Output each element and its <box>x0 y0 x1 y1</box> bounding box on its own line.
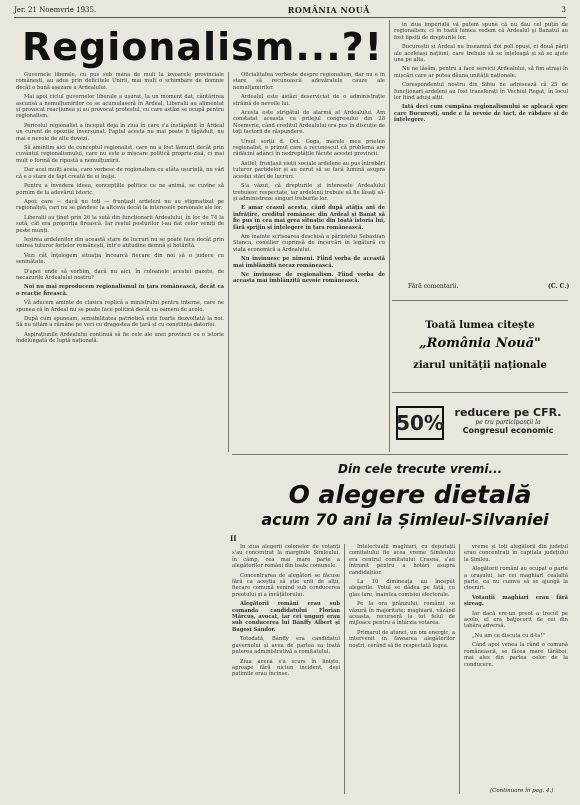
paragraph: Nu ne lăsăm, pentru a face servicii Ardealului, să fim atrași în mișcări care ar putea dăuna unității naționale. <box>394 66 568 79</box>
paragraph: Vă aducem aminte de clasica replică a ministrului pentru interne, care ne spunea că în Ardeal nu se poate face politică decât cu oameni de acolo. <box>16 300 224 313</box>
article-subtitle: acum 70 ani la Șimleul-Silvaniei <box>261 510 549 529</box>
main-headline: Regionalism...?! <box>22 25 384 69</box>
paragraph: Nu învinuesc pe nimeni. Fiind vorba de această mai imblânzită necaz românească. <box>233 256 385 269</box>
paragraph: S'a văzut, că drepturile și interesele Ardealului trebuiesc respectate, iar ardelenii trebuie să fie lăsați să-și administreze singuri treburile lor. <box>233 183 385 202</box>
paragraph: Oficialitatea vorbește despre regionalism, dar nu e în stare să recunoască adevăratele cauze ale nemulțumirilor. <box>233 72 385 91</box>
paragraph: Liberalii au ținut prin 26 la sută din funcționarii Ardealului, în loc de 74 la sută, cât era proporția firească. Iar restul posturilor l-au dat celor veniți de peste munți. <box>16 214 224 234</box>
paragraph: Am înainte scrisoarea deschisă a părintelui Sebastian Stanca, consilier cuprinsă de încercări în legătură cu viața economică a Ardealului. <box>233 233 385 253</box>
paragraph: în ziua imperială vă putem spune că nu dau cel puțin de regionalism; ci în toată lumea vedem că Ardealul și Banatul au fost lipsiți de drepturile lor. <box>394 22 568 41</box>
paragraph: Ieșirea ardelenilor din această stare de lucruri nu se poate face decât prin unirea tuturor forțelor românești, într'o atitudine demnă și hotărîtă. <box>16 236 224 250</box>
section-kicker: Din cele trecute vremi... <box>338 462 503 476</box>
discount-line-3: Congresul economic <box>462 426 554 435</box>
continuation-note: (Continuare în pag. 4.) <box>490 788 554 794</box>
paragraph: În ziua alegerii colonelor de votanți s'au concentrat la marginile Șimleului, în câmp, cea mai mare parte a alegătorilor români din toate comunele. <box>232 544 340 570</box>
paragraph: Concentrarea de alegători se făcuse fără ca aceștia să știe unii de alții, fiecare comună venind sub conducerea preotului și a învățătorului. <box>232 572 340 598</box>
paragraph: Corespondentul nostru din Sibiu ne adresează că 25 de funcționari ardeleni au fost transferați în Vechiul Regat, în locul lor fiind aduși alții. <box>394 82 568 102</box>
article-column-1 <box>16 72 224 802</box>
paragraph: Mai apoi ciclul guvernelor liberale a ușurat, la un moment dat, cântărirea ascunsă a nemulțumirilor ce se acumulaseră în Ardeal. Liberalii au alimentat și provocat reacțiunea și au provocat protestul, cu care astăzi se ocupă pentru regionalism. <box>16 94 224 120</box>
paragraph: Alegătorii români erau sub comanda candidatului Florian Mărcuș, avocat, iar cei unguri erau sub conducerea lui Bánffy Albert și Bagosi Sándor. <box>232 601 340 633</box>
article-title: O alegere dietală <box>288 480 532 509</box>
paragraph: Vezi cât înțelegem situația încearcă fiecare din noi să o judece cu seninătate. <box>16 252 224 266</box>
paragraph: Pericolul regionalist a început deja în ziua în care s'a înstăpânit în Ardeal un curent de opoziție înverșunat. Faptul acesta nu mai poate fi tăgăduit, nu mai e nevoie de alte dovezi. <box>16 122 224 142</box>
paragraph: Totodată, Bánffy era candidatul guvernului și avea de partea sa toată puterea administrativă a comitatului. <box>232 636 340 656</box>
paragraph: vreme și toți alegătorii din județul erau concentrați în capitala județului la Șimleu. <box>464 544 568 563</box>
lower-column-1 <box>232 544 340 794</box>
paragraph: Noi nu mai reproducem regionalismul în țara românească, decât ca o reacție firească. <box>16 284 224 297</box>
paragraph: Aspirațiunile Ardealului continuă să fie cele ale unei provincii cu o istorie îndelungată de luptă națională. <box>16 331 224 345</box>
section-rule <box>392 392 568 393</box>
lower-column-3 <box>464 544 568 784</box>
paragraph: Acesta este strigătul de alarmă al Ardealului. Am constatat aceasta cu prilejul congresului din 28 Noemvrie, când creditul Ardealului era pus în discuție de toți factorii de răspundere. <box>233 110 385 136</box>
paragraph: Ardealul este astăzi deserviciat de o administrație străină de nevoile lui. <box>233 94 385 107</box>
newspaper-title: ROMÂNIA NOUĂ <box>287 5 370 15</box>
discount-text <box>446 406 570 435</box>
author-initials: (C. C.) <box>548 283 570 290</box>
paragraph: Ne învinuesc de regionalism. Fiind vorba de aceasta mai îmblânzită nevoie românească. <box>233 271 385 285</box>
column-divider <box>389 20 390 452</box>
paragraph: La 10 dimineața au început alegerile. Votul se dădea pe față, cu glas tare, înaintea comisiei electorale. <box>349 579 455 598</box>
paragraph: Când apoi venea la rând o comună românească, se făcea mare tărăboi, mai ales din partea celor de la conducere. <box>464 642 568 668</box>
paragraph: Guvernele liberale, cu pus sub mâna de muli la izvoarele provinciale românești, au adus prin deficitele Unirii, mai mult o schimbare de domnie decât o bună așezare a Ardealului. <box>16 72 224 91</box>
paragraph: Ziua aceea s'a scurs în liniște, aproape fără niciun incident, deși patimile erau încinse. <box>232 658 340 678</box>
promo-line-2: „România Nouă" <box>419 336 541 351</box>
paragraph: Iar dacă vre-un preot a trecut pe acolo, el era batjocorit de cei din tabăra adversă. <box>464 610 568 630</box>
paragraph: Votanții maghiari erau fără șireag. <box>464 594 568 608</box>
paragraph: Apoi: care — dacă nu toți — frunțașii ardeleni nu au stigmatizat pe regionaliști, cari nu se gândesc la altceva decât la interesele personale ale lor. <box>16 198 224 212</box>
paragraph: Ursul sorții d. Oct. Goga, marele meu prieten regionalist, e primul care a recunoscut că problema are rădăcini adânci în nedreptățile făcute acestei provincii. <box>233 138 385 158</box>
lower-column-2 <box>349 544 455 794</box>
column-divider <box>228 72 229 452</box>
issue-date: Jer. 21 Noemvrie 1935. <box>14 6 97 14</box>
paragraph: Bucureștii și Ardeal nu înseamnă doi poli opuși, ci două părți ale aceleiași națiuni, care trebuie să se înțeleagă și să se ajute una pe alta. <box>394 44 568 64</box>
article-column-2 <box>233 72 385 452</box>
paragraph: După cum spuneam, sensibilitatea patriotică este foarte dezvoltată la noi. Să nu uităm a rămâne pe veci cu dragostea de țară și cu conștiința datoriei. <box>16 316 224 329</box>
article-column-3 <box>394 22 568 280</box>
promo-line-1: Toată lumea citește <box>425 320 535 331</box>
paragraph: Alegătorii români au ocupat o parte a orașului, iar cei maghiari cealaltă parte, ca nu cumva să se ajungă la ciocniri. <box>464 566 568 592</box>
discount-line-2: pe tru participanții la <box>475 419 541 426</box>
paragraph: Iată deci cum cumpăna regionalismului se apleacă spre care București, unde e la nevoie de tact, de răbdare și de înțelegere. <box>394 104 568 124</box>
section-rule <box>232 454 568 455</box>
part-marker: II <box>230 534 237 543</box>
paragraph: „Nu am ce discuta cu d-ta!" <box>472 632 545 639</box>
promo-line-3: ziarul unității naționale <box>413 360 547 371</box>
discount-badge: 50% <box>396 406 444 440</box>
paragraph: Primarul de atunci, un om energic, a intervenit în favoarea alegătorilor noștri, cerând să fie respectată legea. <box>349 629 455 649</box>
page-header <box>14 3 566 18</box>
paragraph: Dar acei mulți aceia, care vorbesc de regionalism cu atâta ușurință, nu văd că e o stare de fapt creată de ei înșiși. <box>16 167 224 180</box>
page-number: 3 <box>561 6 566 14</box>
paragraph: Intelectualii maghiari, cu deputații comitatului fie acea vreme Simleului era centrul comitatului Crasna, s'au întrunit pentru a hotărî asupra candidaților. <box>349 544 455 576</box>
section-rule <box>392 300 568 301</box>
paragraph: Pentru a învedera ideea, concepțiile politice ce ne animă, se cuvine să pornim de la adevărul istoric. <box>16 183 224 196</box>
closing-note: Fără comentarii. <box>408 283 459 290</box>
paragraph: Astfel, frunțașii vieții sociale ardelene au pus întrebări tuturor partidelor și au cerut să se facă lumină asupra acestei stări de lucruri. <box>233 160 385 180</box>
paragraph: Să amintim aici de conceptul regionalist, care nu a fost lămurit decât prin cuvântul regionalismului, care nu este o mișcare politică propriu-zisă, ci mai mult o formă de ripostă a nemulțumirii. <box>16 145 224 164</box>
paragraph: D'apoi unde să vorbim, dacă nu aici, în coloanele acestei gazete, de necazurile Ardealului nostru? <box>16 268 224 281</box>
discount-line-1: reducere pe CFR. <box>454 406 562 419</box>
paragraph: E amar ceasul acesta, când după atâția ani de înfrățire, creditul românesc din Ardeal și Banat să fie pus în cea mai grea situație din toată istoria lui, fără sprijin și înțelegere în țara românească. <box>233 205 385 231</box>
paragraph: Pe la ora prânzului, românii se văzură în majoritate; maghiarii, văzând aceasta, recurseră la tot felul de mijloace pentru a întârzia votarea. <box>349 601 455 627</box>
column-divider <box>459 544 460 794</box>
column-divider <box>344 544 345 794</box>
